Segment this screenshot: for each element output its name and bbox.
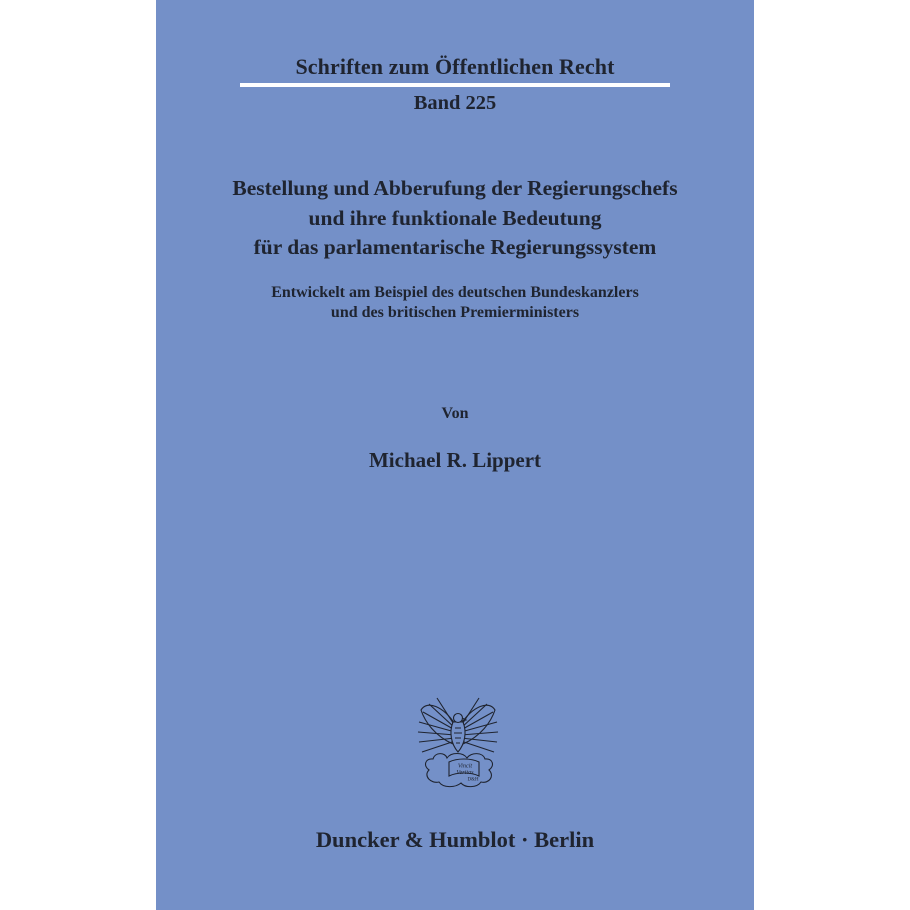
series-divider xyxy=(240,83,670,87)
author-name: Michael R. Lippert xyxy=(368,448,542,472)
eagle-emblem-icon xyxy=(415,692,501,792)
book-subtitle-line: Entwickelt am Beispiel des deutschen Bundeskanzlers xyxy=(271,284,639,301)
book-title-line: für das parlamentarische Regierungssystem xyxy=(253,235,657,259)
publisher-imprint: Duncker & Humblot · Berlin xyxy=(315,827,595,852)
by-label: Von xyxy=(441,405,469,422)
series-title: Schriften zum Öffentlichen Recht xyxy=(295,54,615,79)
logo-motto-line: Vincit xyxy=(457,762,473,770)
book-title xyxy=(156,174,754,263)
logo-motto-line: Veritas xyxy=(456,769,474,776)
book-title-line: und ihre funktionale Bedeutung xyxy=(308,205,602,230)
logo-initials: D&H xyxy=(467,777,479,783)
book-cover xyxy=(156,0,754,910)
book-subtitle-line: und des britischen Premierministers xyxy=(330,304,580,321)
book-subtitle xyxy=(156,283,754,323)
book-title-line: Bestellung und Abberufung der Regierungschefs xyxy=(232,176,678,200)
volume-number: Band 225 xyxy=(413,92,497,114)
